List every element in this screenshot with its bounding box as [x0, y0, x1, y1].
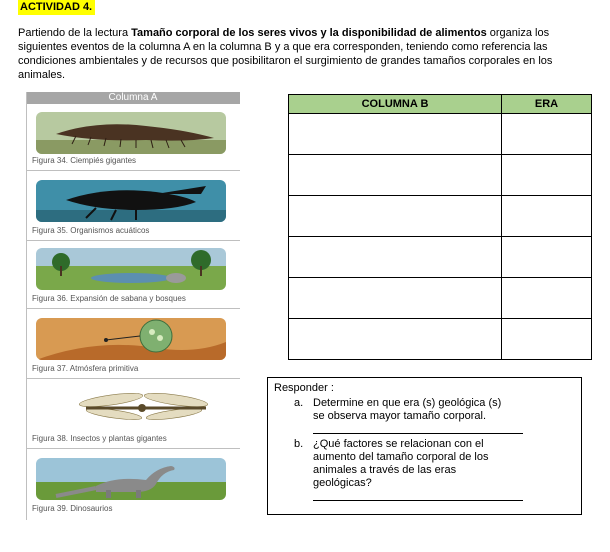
era-cell[interactable]: [502, 155, 592, 196]
dragonfly-image: [36, 388, 226, 430]
column-b-cell[interactable]: [289, 319, 502, 360]
figure-caption: Figura 38. Insectos y plantas gigantes: [32, 434, 167, 443]
divider: [26, 448, 240, 449]
column-a-header: Columna A: [26, 92, 240, 104]
question-marker: b.: [294, 438, 304, 450]
responder-box: [267, 377, 582, 515]
divider: [26, 378, 240, 379]
question-marker: a.: [294, 397, 304, 409]
answer-table: [288, 94, 592, 360]
activity-title: ACTIVIDAD 4.: [18, 0, 95, 15]
table-row: [289, 114, 592, 155]
era-cell[interactable]: [502, 319, 592, 360]
table-row: [289, 237, 592, 278]
column-a-border: [26, 92, 27, 520]
column-b-cell[interactable]: [289, 155, 502, 196]
table-row: [289, 196, 592, 237]
atmosphere-image: [36, 318, 226, 360]
column-b-cell[interactable]: [289, 114, 502, 155]
answer-line-a[interactable]: [313, 433, 523, 434]
answer-line-b[interactable]: [313, 500, 523, 501]
divider: [26, 308, 240, 309]
table-row: [289, 278, 592, 319]
column-b-cell[interactable]: [289, 196, 502, 237]
table-row: [289, 155, 592, 196]
question-text: ¿Qué factores se relacionan con el aumento del tamaño corporal de los animales a través de las eras geológicas?: [313, 438, 489, 489]
intro-text-pre: Partiendo de la lectura: [18, 27, 132, 39]
reading-title: Tamaño corporal de los seres vivos y la disponibilidad de alimentos: [131, 27, 487, 39]
column-a: [26, 92, 240, 520]
figure-caption: Figura 36. Expansión de sabana y bosques: [32, 294, 186, 303]
figure-caption: Figura 35. Organismos acuáticos: [32, 226, 150, 235]
savanna-image: [36, 248, 226, 290]
responder-label: Responder :: [274, 382, 334, 394]
era-cell[interactable]: [502, 278, 592, 319]
divider: [26, 240, 240, 241]
dinosaur-image: [36, 458, 226, 500]
intro-text-post: organiza los siguientes eventos de la columna A en la columna B y a que era corresponden, teniendo como referencia las condiciones ambientales y de recursos que posibilitaron el surgimiento de grandes tamaños corporales en los animales.: [18, 27, 553, 81]
instructions-paragraph: [18, 26, 592, 82]
divider: [26, 170, 240, 171]
figure-caption: Figura 37. Atmósfera primitiva: [32, 364, 139, 373]
question-text: Determine en que era (s) geológica (s) se observa mayor tamaño corporal.: [313, 397, 502, 422]
era-cell[interactable]: [502, 196, 592, 237]
figure-caption: Figura 34. Ciempiés gigantes: [32, 156, 137, 165]
column-b-header: COLUMNA B: [289, 95, 502, 114]
figure-caption: Figura 39. Dinosaurios: [32, 504, 113, 513]
centipede-image: [36, 112, 226, 154]
column-b-cell[interactable]: [289, 237, 502, 278]
table-row: [289, 319, 592, 360]
era-header: ERA: [502, 95, 592, 114]
column-b-cell[interactable]: [289, 278, 502, 319]
aquatic-organism-image: [36, 180, 226, 222]
era-cell[interactable]: [502, 237, 592, 278]
era-cell[interactable]: [502, 114, 592, 155]
